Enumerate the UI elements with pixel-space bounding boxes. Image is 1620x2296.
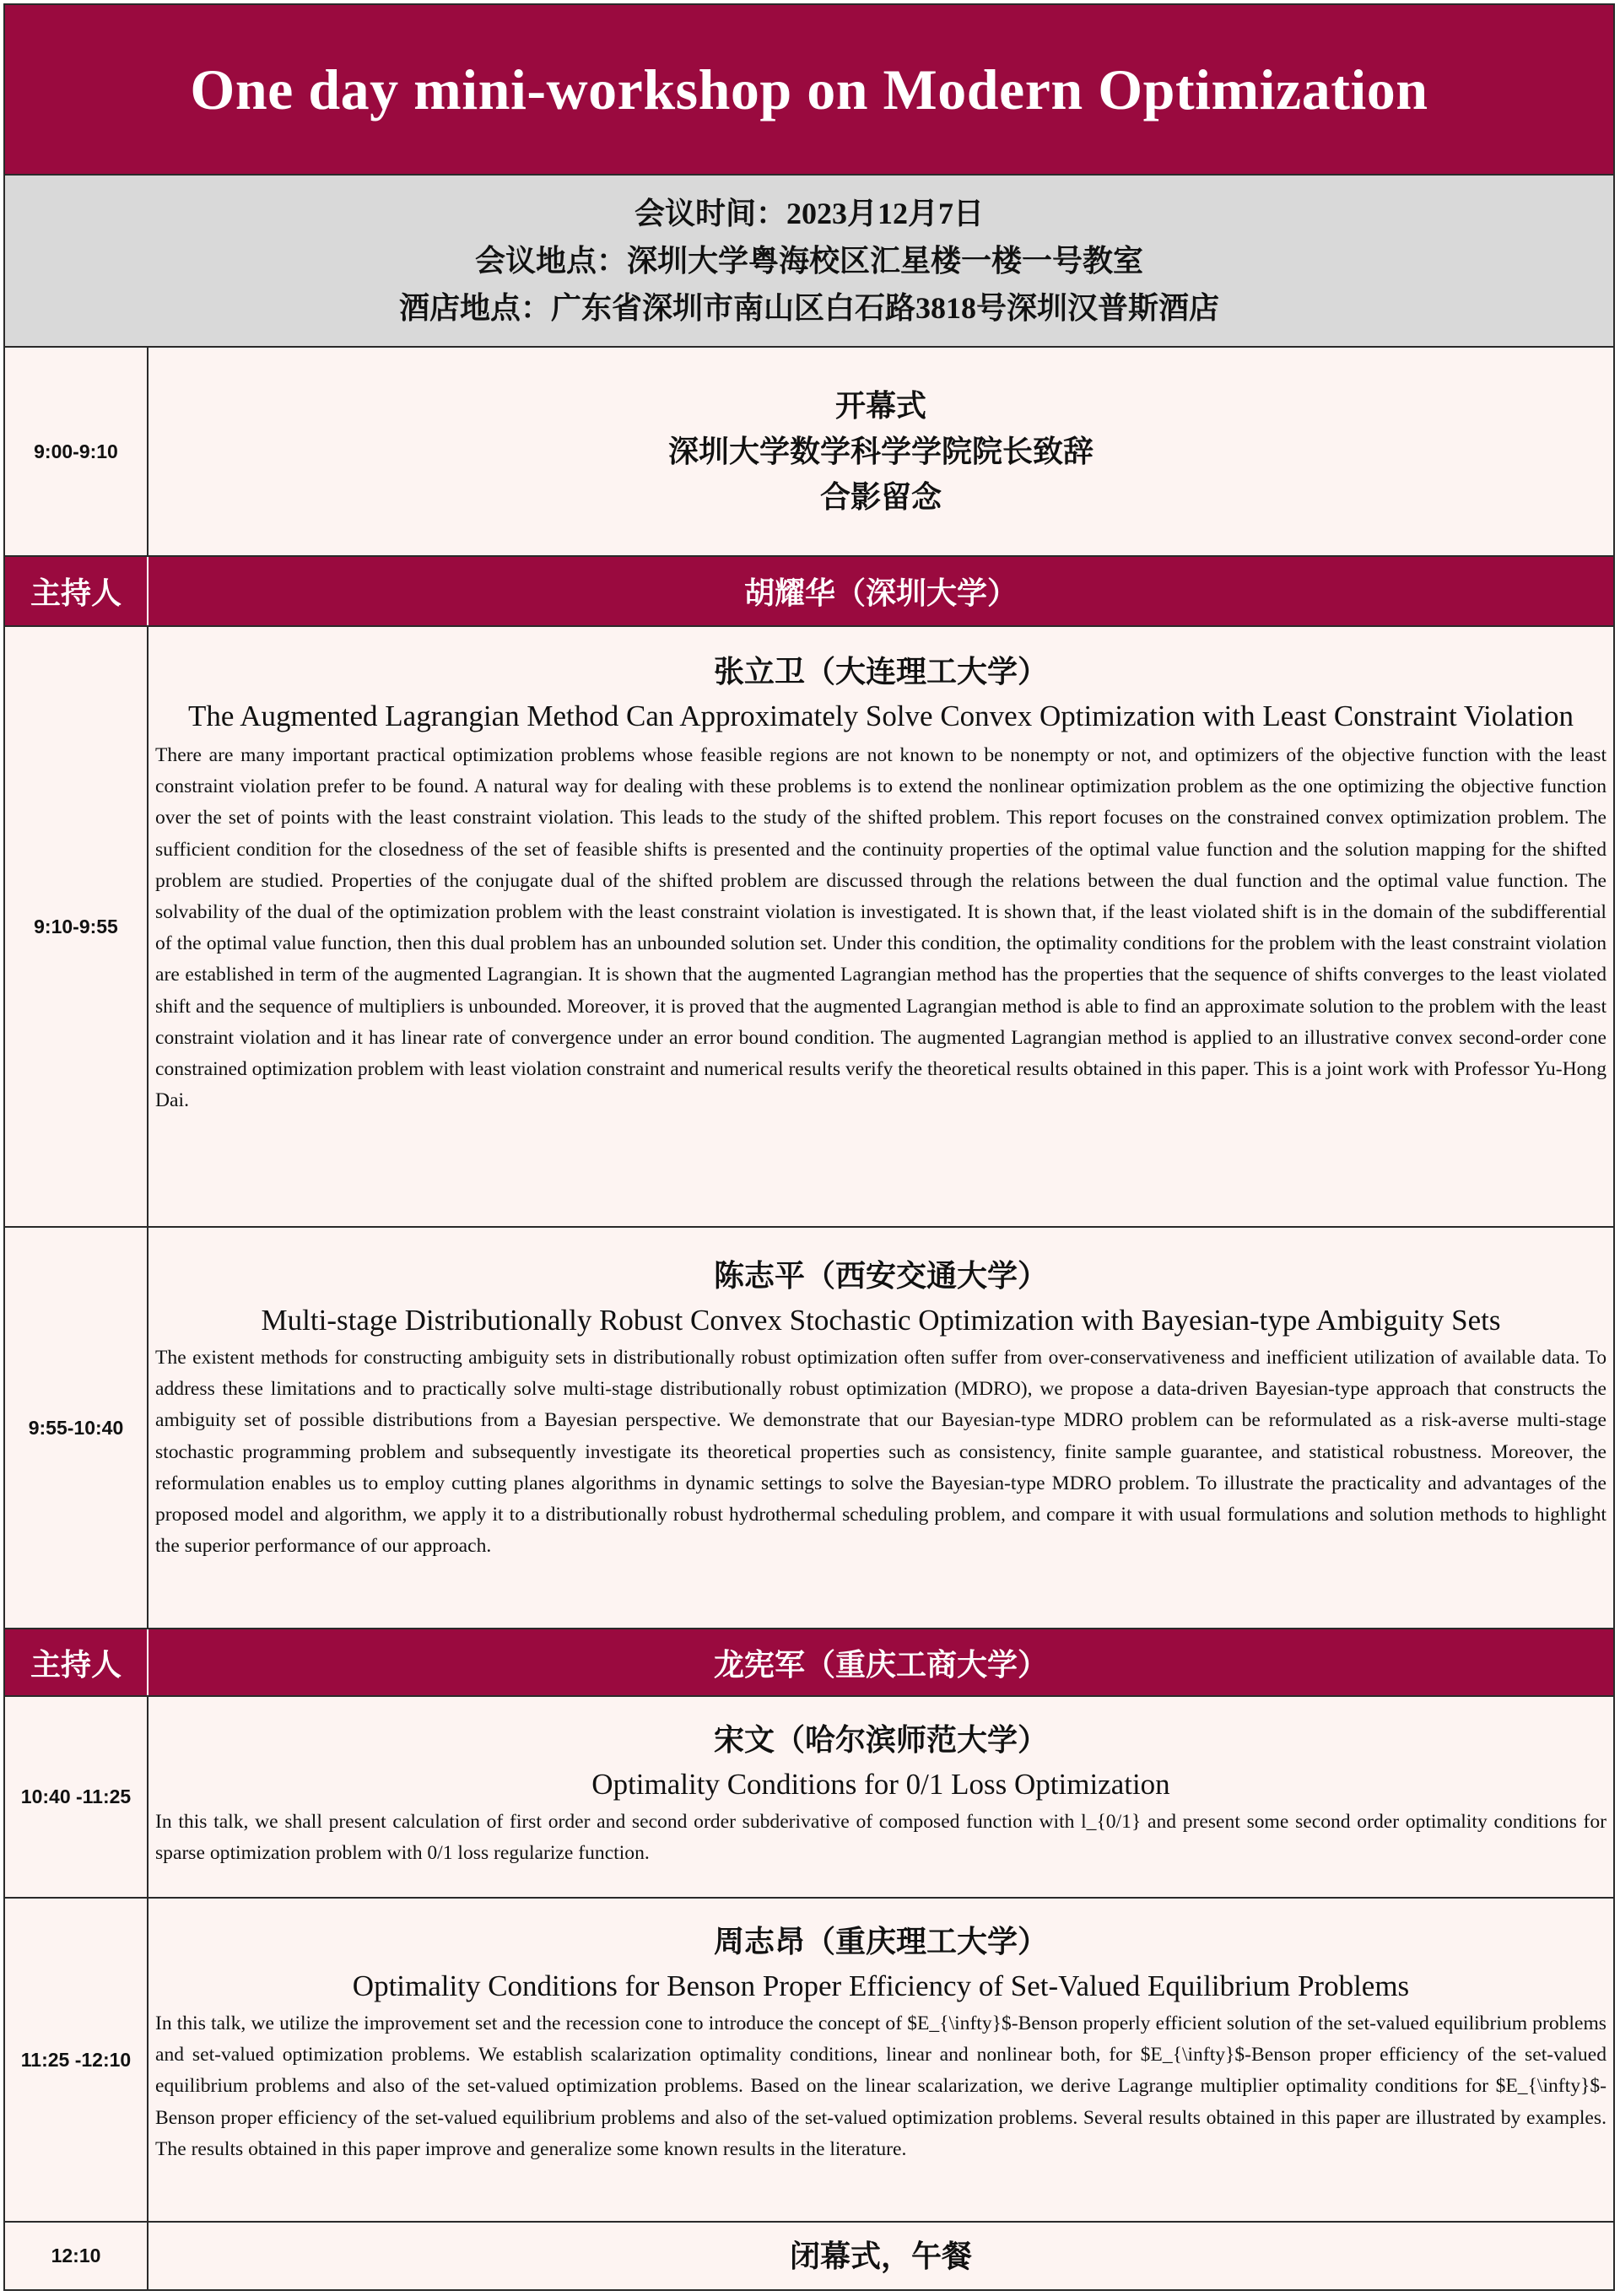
talk-content bbox=[150, 1899, 1613, 2221]
talk-content bbox=[150, 1228, 1613, 1628]
opening-row bbox=[5, 348, 1613, 557]
speaker-name: 宋文（哈尔滨师范大学） bbox=[713, 1723, 1048, 1757]
closing-row bbox=[5, 2223, 1613, 2289]
page-title: One day mini-workshop on Modern Optimization bbox=[190, 57, 1428, 122]
speaker-name: 陈志平（西安交通大学） bbox=[713, 1259, 1048, 1293]
time-cell: 11:25 -12:10 bbox=[5, 1899, 148, 2221]
meeting-info bbox=[5, 176, 1613, 348]
time-cell: 9:55-10:40 bbox=[5, 1228, 148, 1628]
hotel-place: 酒店地点：广东省深圳市南山区白石路3818号深圳汉普斯酒店 bbox=[398, 291, 1219, 325]
opening-line: 深圳大学数学科学学院院长致辞 bbox=[667, 435, 1094, 468]
closing-content bbox=[150, 2223, 1613, 2289]
meeting-time: 会议时间：2023月12月7日 bbox=[634, 197, 984, 230]
time-cell: 9:00-9:10 bbox=[5, 348, 148, 555]
talk-abstract: The existent methods for constructing ambiguity sets in distributionally robust optimization often suffer from over-conservativeness and inefficient utilization of available data. To address these limitations and to practically solve multi-stage distributionally robust optimization (MDRO), we propose a data-driven Bayesian-type approach that constructs the ambiguity set of possible distributions from a Bayesian perspective. We demonstrate that our Bayesian-type MDRO problem can be reformulated as a risk-averse multi-stage stochastic programming problem and subsequently investigate its theoretical properties such as consistency, finite sample guarantee, and statistical robustness. Moreover, the reformulation enables us to employ cutting planes algorithms in dynamic settings to solve the Bayesian-type MDRO problem. To illustrate the practicality and advantages of the proposed model and algorithm, we apply it to a distributionally robust hydrothermal scheduling problem, and compare it with usual formulations and solution methods to highlight the superior performance of our approach. bbox=[155, 1347, 1606, 1558]
time-cell: 10:40 -11:25 bbox=[5, 1697, 148, 1897]
host-name: 胡耀华（深圳大学） bbox=[743, 576, 1018, 610]
speaker-name: 张立卫（大连理工大学） bbox=[713, 655, 1048, 689]
talk-abstract: There are many important practical optimization problems whose feasible regions are not known to be nonempty or not, and optimizers of the objective function with the least constraint violation prefer to be found. A natural way for dealing with these problems is to extend the nonlinear optimization problem as the one optimizing the objective function over the set of points with the least constraint violation. This leads to the study of the shifted problem. This report focuses on the constrained convex optimization problem. The sufficient condition for the closedness of the set of feasible shifts is presented and the continuity properties of the optimal value function and the solution mapping for the shifted problem are studied. Properties of the conjugate dual of the shifted problem are discussed through the relations between the dual function and the optimal value function. The solvability of the dual of the optimization problem with the least constraint violation is investigated. It is shown that, if the least violated shift is in the domain of the subdifferential of the optimal value function, then this dual problem has an unbounded solution set. Under this condition, the optimality conditions for the problem with the least constraint violation are established in term of the augmented Lagrangian. It is shown that the augmented Lagrangian method has the properties that the sequence of shifts converges to the least violated shift and the sequence of multipliers is unbounded. Moreover, it is proved that the augmented Lagrangian method is able to find an approximate solution to the problem with the least constraint violation and it has linear rate of convergence under an error bound condition. The augmented Lagrangian method is applied to an illustrative convex second-order cone constrained optimization problem with least violation constraint and numerical results verify the theoretical results obtained in this paper. This is a joint work with Professor Yu-Hong Dai. bbox=[155, 744, 1606, 1112]
talk-row bbox=[5, 1899, 1613, 2223]
talk-title: Multi-stage Distributionally Robust Convex Stochastic Optimization with Bayesian-type Ambiguity Sets bbox=[261, 1304, 1501, 1337]
title-banner bbox=[5, 5, 1613, 176]
talk-row bbox=[5, 1697, 1613, 1899]
talk-title: Optimality Conditions for 0/1 Loss Optimization bbox=[591, 1768, 1170, 1801]
opening-line: 合影留念 bbox=[819, 480, 942, 514]
talk-abstract: In this talk, we shall present calculation of first order and second order subderivative of composed function with l_{0/1} and present some second order optimality conditions for sparse optimization problem with 0/1 loss regularize function. bbox=[155, 1811, 1606, 1865]
host-row bbox=[5, 557, 1613, 627]
talk-row bbox=[5, 1228, 1613, 1629]
talk-content bbox=[150, 1697, 1613, 1897]
meeting-place: 会议地点：深圳大学粤海校区汇星楼一楼一号教室 bbox=[474, 244, 1143, 278]
talk-row bbox=[5, 627, 1613, 1228]
host-label: 主持人 bbox=[5, 1629, 148, 1695]
talk-title: The Augmented Lagrangian Method Can Approximately Solve Convex Optimization with Least Constraint Violation bbox=[188, 700, 1574, 732]
talk-abstract: In this talk, we utilize the improvement set and the recession cone to introduce the concept of $E_{\infty}$-Benson properly efficient solution of the set-valued equilibrium problems and set-valued optimization problems. We establish scalarization optimality conditions, linear and nonlinear both, for $E_{\infty}$-Benson proper efficiency of the set-valued equilibrium problems and also of the set-valued optimization problems. Based on the linear scalarization, we derive Lagrange multiplier optimality conditions for $E_{\infty}$-Benson proper efficiency of the set-valued equilibrium problems and also of the set-valued optimization problems. Several results obtained in this paper are illustrated by examples. The results obtained in this paper improve and generalize some known results in the literature. bbox=[155, 2012, 1606, 2160]
speaker-name: 周志昂（重庆理工大学） bbox=[713, 1925, 1048, 1958]
time-cell: 12:10 bbox=[5, 2223, 148, 2289]
host-name: 龙宪军（重庆工商大学） bbox=[713, 1647, 1048, 1682]
time-cell: 9:10-9:55 bbox=[5, 627, 148, 1226]
talk-content bbox=[150, 627, 1613, 1226]
talk-title: Optimality Conditions for Benson Proper Efficiency of Set-Valued Equilibrium Problems bbox=[352, 1969, 1410, 2002]
host-row bbox=[5, 1629, 1613, 1697]
opening-content bbox=[150, 348, 1613, 555]
opening-line: 开幕式 bbox=[834, 389, 926, 423]
closing-label: 闭幕式，午餐 bbox=[789, 2239, 972, 2273]
host-label: 主持人 bbox=[5, 557, 148, 625]
schedule-table bbox=[3, 3, 1615, 2291]
